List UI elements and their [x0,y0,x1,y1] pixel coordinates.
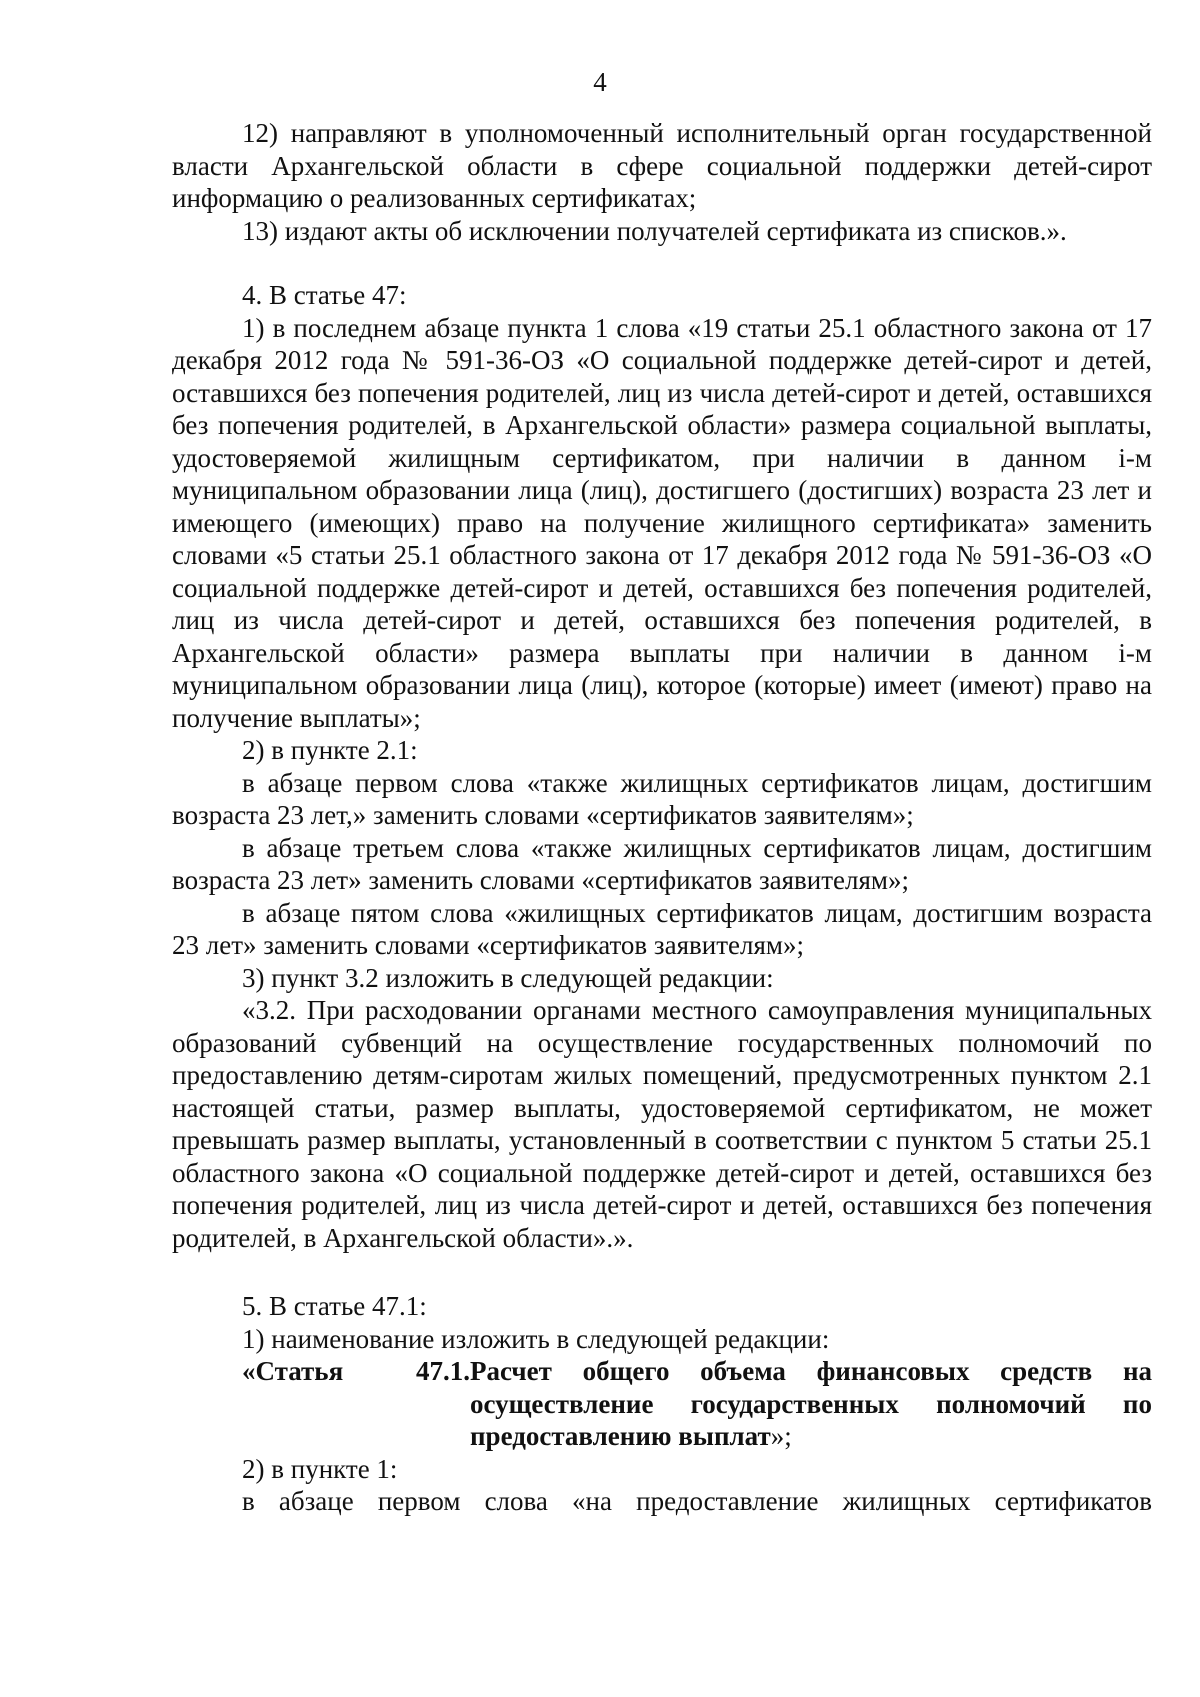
paragraph-5-1: 1) наименование изложить в следующей редакции: [242,1323,830,1354]
paragraph-4-2-first: в абзаце первом слова «также жилищных сертификатов лицам, достигшим возраста 23 лет,» заменить словами «сертификатов заявителям»; [172,767,1152,830]
paragraph-5-2: 2) в пункте 1: [242,1453,398,1484]
paragraph-4-3: 3) пункт 3.2 изложить в следующей редакции: [242,962,774,993]
section-5-heading: 5. В статье 47.1: [242,1291,427,1321]
paragraph-item-12: 12) направляют в уполномоченный исполнительный орган государственной власти Архангельской области в сфере социальной поддержки детей-сирот информацию о реализованных сертификатах; [172,118,1152,213]
paragraph-4-2-fifth: в абзаце пятом слова «жилищных сертификатов лицам, достигшим возраста 23 лет» заменить словами «сертификатов заявителям»; [172,897,1152,960]
page-number: 4 [593,67,607,97]
section-4-heading: 4. В статье 47: [242,280,407,310]
article-heading-tail: »; [770,1421,792,1451]
paragraph-4-2: 2) в пункте 2.1: [242,735,418,765]
article-heading-title: Расчет общего объема финансовых средств на осуществление государственных полномочий по предоставлению выплат [470,1356,1152,1451]
paragraph-4-1: 1) в последнем абзаце пункта 1 слова «19 статьи 25.1 областного закона от 17 декабря 2012 года № 591-36-ОЗ «О социальной поддержке детей-сирот и детей, оставшихся без попечения родителей, лиц из числа детей-сирот и детей, оставшихся без попечения родителей, в Архангельской области» размера социальной выплаты, удостоверяемой жилищным сертификатом, при наличии в данном i-м муниципальном образовании лица (лиц), достигшего (достигших) возраста 23 лет и имеющего (имеющих) право на получение жилищного сертификата» заменить словами «5 статьи 25.1 областного закона от 17 декабря 2012 года № 591-36-ОЗ «О социальной поддержке детей-сирот и детей, оставшихся без попечения родителей, лиц из числа детей-сирот и детей, оставшихся без попечения родителей, в Архангельской области» размера выплаты при наличии в данном i-м муниципальном образовании лица (лиц), которое (которые) имеет (имеют) право на получение выплаты»; [172,312,1152,733]
article-heading [172,1355,1152,1453]
paragraph-5-2-first: в абзаце первом слова «на предоставление жилищных сертификатов [242,1486,1152,1516]
article-heading-text [470,1355,1152,1453]
paragraph-item-13: 13) издают акты об исключении получателей сертификата из списков.». [242,215,1067,246]
document-body [172,117,1152,1518]
paragraph-4-2-third: в абзаце третьем слова «также жилищных сертификатов лицам, достигшим возраста 23 лет» заменить словами «сертификатов заявителям»; [172,832,1152,895]
article-heading-label: «Статья 47.1. [242,1356,470,1386]
paragraph-3-2-text: «3.2. При расходовании органами местного самоуправления муниципальных образований субвенций на осуществление государственных полномочий по предоставлению детям-сиротам жилых помещений, предусмотренных пунктом 2.1 настоящей статьи, размер выплаты, удостоверяемой сертификатом, не может превышать размер выплаты, установленный в соответствии с пунктом 5 статьи 25.1 областного закона «О социальной поддержке детей-сирот и детей, оставшихся без попечения родителей, лиц из числа детей-сирот и детей, оставшихся без попечения родителей, в Архангельской области».». [172,995,1152,1253]
